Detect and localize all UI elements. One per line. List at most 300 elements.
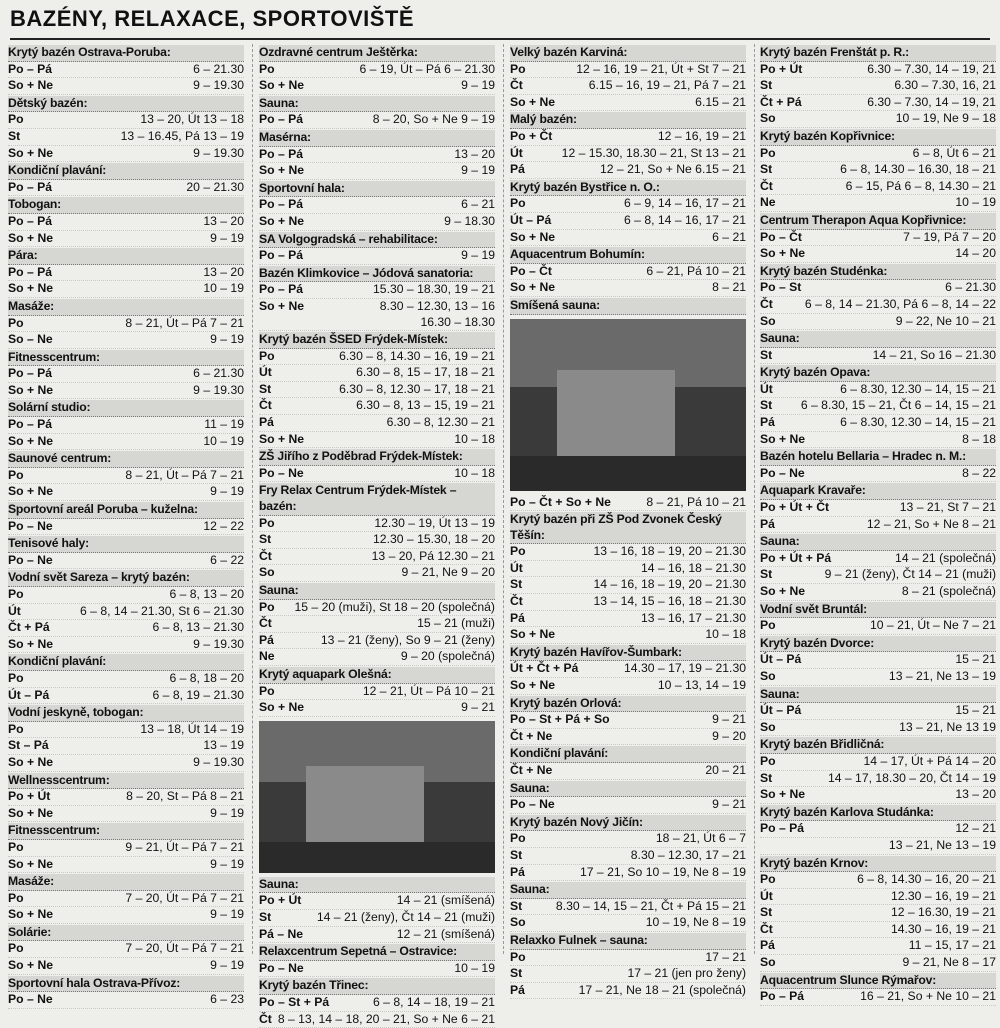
days-label: Po + Út + Pá — [760, 551, 835, 567]
hours-value: 9 – 21 — [614, 712, 746, 728]
days-label: So + Ne — [8, 434, 57, 450]
hours-value: 9 – 19 — [57, 484, 244, 500]
schedule-row — [760, 838, 996, 855]
schedule-row — [259, 684, 495, 701]
days-label: St — [760, 348, 776, 364]
hours-value: 6.30 – 8, 15 – 17, 18 – 21 — [276, 365, 495, 381]
schedule-row — [760, 466, 996, 483]
schedule-row — [510, 865, 746, 882]
hours-value: 6 – 8, 14.30 – 16.30, 18 – 21 — [776, 162, 996, 178]
schedule-row — [760, 989, 996, 1006]
schedule-row — [760, 111, 996, 128]
hours-value: 14.30 – 17, 19 – 21.30 — [582, 661, 746, 677]
days-label: Po + Út — [8, 789, 54, 805]
schedule-row — [259, 565, 495, 582]
schedule-row — [760, 754, 996, 771]
schedule-row — [760, 314, 996, 331]
hours-value: 6.30 – 8, 14.30 – 16, 19 – 21 — [279, 349, 495, 365]
days-label: Po — [8, 941, 28, 957]
schedule-row — [510, 78, 746, 95]
days-label: Pá – Ne — [259, 927, 307, 943]
days-label: St — [760, 398, 776, 414]
schedule-row — [510, 196, 746, 213]
hours-value: 9 – 19 — [308, 78, 495, 94]
schedule-row — [8, 434, 244, 451]
days-label: St — [259, 532, 275, 548]
hours-value: 8.30 – 12.30, 13 – 16 16.30 – 18.30 — [308, 299, 495, 330]
hours-value: 12 – 21 — [808, 821, 996, 837]
schedule-row — [8, 316, 244, 333]
schedule-row — [510, 62, 746, 79]
schedule-row — [259, 282, 495, 299]
days-label: So + Ne — [8, 78, 57, 94]
days-label: So + Ne — [259, 432, 308, 448]
schedule-row — [8, 214, 244, 231]
column-2 — [259, 44, 495, 956]
venue-title: Bazén Klimkovice – Jódová sanatoria: — [259, 266, 495, 283]
page-title: BAZÉNY, RELAXACE, SPORTOVIŠTĚ — [10, 4, 990, 34]
schedule-row — [510, 561, 746, 578]
hours-value: 8 – 20, St – Pá 8 – 21 — [54, 789, 244, 805]
hours-value: 14 – 20 — [809, 246, 996, 262]
venue-title: Krytý bazén Nový Jičín: — [510, 815, 746, 832]
schedule-row — [510, 95, 746, 112]
venue-title: Tenisové haly: — [8, 536, 244, 553]
hours-value: 9 – 21, Ne 9 – 20 — [279, 565, 495, 581]
venue-title: Krytý aquapark Olešná: — [259, 667, 495, 684]
days-label: Po — [259, 62, 279, 78]
hours-value: 15.30 – 18.30, 19 – 21 — [307, 282, 495, 298]
days-label: St — [760, 162, 776, 178]
hours-value: 9 – 19.30 — [57, 146, 244, 162]
days-label: Čt — [760, 922, 777, 938]
days-label: Pá — [510, 611, 529, 627]
days-label: Po — [760, 618, 780, 634]
hours-value: 6 – 8, 14 – 18, 19 – 21 — [333, 995, 495, 1011]
hours-value: 6 – 21.30 — [805, 280, 996, 296]
schedule-row — [510, 915, 746, 932]
schedule-row — [8, 519, 244, 536]
days-label: Út — [760, 889, 777, 905]
days-label: So + Ne — [510, 678, 559, 694]
venue-title: Krytý bazén Orlová: — [510, 696, 746, 713]
days-label: St — [510, 966, 526, 982]
days-label: Po – St + Pá — [259, 995, 333, 1011]
days-label: Po — [259, 516, 279, 532]
hours-value: 10 – 19 — [780, 195, 996, 211]
days-label: Po – Pá — [8, 417, 56, 433]
venue-title: Vodní jeskyně, tobogan: — [8, 705, 244, 722]
days-label: Po — [510, 950, 530, 966]
schedule-row — [760, 905, 996, 922]
days-label: Pá — [510, 983, 529, 999]
schedule-row — [8, 383, 244, 400]
hours-value: 13 – 21, St 7 – 21 — [833, 500, 996, 516]
days-label: So — [760, 314, 780, 330]
schedule-row — [760, 146, 996, 163]
venue-title: Krytý bazén ŠSED Frýdek-Místek: — [259, 332, 495, 349]
schedule-row — [8, 992, 244, 1009]
days-label: Pá — [259, 633, 278, 649]
schedule-row — [259, 549, 495, 566]
hours-value: 8 – 18 — [809, 432, 996, 448]
venue-title: Krytý bazén Havířov-Šumbark: — [510, 645, 746, 662]
days-label: Po – Pá — [259, 282, 307, 298]
days-label: So + Ne — [8, 281, 57, 297]
schedule-row — [510, 280, 746, 297]
venue-title: Sauna: — [760, 687, 996, 704]
schedule-row — [760, 162, 996, 179]
hours-value: 15 – 21 (muži) — [276, 616, 495, 632]
days-label: Po — [510, 544, 530, 560]
schedule-row — [8, 129, 244, 146]
days-label: Út — [510, 561, 527, 577]
days-label: Čt + Ne — [510, 763, 556, 779]
hours-value: 6 – 8.30, 15 – 21, Čt 6 – 14, 15 – 21 — [776, 398, 996, 414]
schedule-row — [8, 468, 244, 485]
schedule-row — [259, 112, 495, 129]
schedule-row — [760, 62, 996, 79]
schedule-row — [510, 848, 746, 865]
days-label: Po – Čt — [510, 264, 556, 280]
venue-title: Fry Relax Centrum Frýdek-Místek – bazén: — [259, 483, 495, 515]
schedule-row — [760, 500, 996, 517]
days-label: Po — [760, 146, 780, 162]
days-label: Po – Ne — [760, 466, 809, 482]
days-label: St — [259, 382, 275, 398]
days-label: Út – Pá — [760, 652, 805, 668]
days-label: Po – Ne — [8, 519, 57, 535]
hours-value: 8.30 – 14, 15 – 21, Čt + Pá 15 – 21 — [526, 899, 746, 915]
schedule-row — [259, 910, 495, 927]
hours-value: 6 – 23 — [57, 992, 244, 1008]
days-label: St — [760, 567, 776, 583]
venue-title: Velký bazén Karviná: — [510, 45, 746, 62]
hours-value: 9 – 19 — [307, 248, 495, 264]
hours-value: 20 – 21 — [556, 763, 746, 779]
schedule-row — [760, 179, 996, 196]
hours-value: 9 – 19 — [57, 907, 244, 923]
hours-value: 12 – 21, So + Ne 8 – 21 — [779, 517, 996, 533]
hours-value: 6 – 8.30, 12.30 – 14, 15 – 21 — [777, 382, 996, 398]
hours-value: 15 – 21 — [805, 703, 996, 719]
column-divider — [252, 44, 253, 954]
days-label: So + Ne — [8, 383, 57, 399]
venue-title: Krytý bazén Opava: — [760, 365, 996, 382]
hours-value: 13 – 20 — [56, 265, 244, 281]
schedule-row — [8, 366, 244, 383]
days-label: So + Ne — [8, 146, 57, 162]
days-label: Po – Pá — [8, 62, 56, 78]
venue-title: Solárie: — [8, 925, 244, 942]
hours-value: 14 – 17, Út + Pá 14 – 20 — [780, 754, 996, 770]
schedule-row — [8, 891, 244, 908]
schedule-row — [760, 922, 996, 939]
hours-value: 10 – 19 — [57, 434, 244, 450]
schedule-row — [760, 771, 996, 788]
hours-value: 6 – 8, 14 – 16, 17 – 21 — [555, 213, 746, 229]
schedule-row — [8, 146, 244, 163]
schedule-row — [259, 214, 495, 231]
hours-value: 6 – 21 — [559, 230, 746, 246]
days-label: St — [760, 905, 776, 921]
venue-title: Krytý bazén Dvorce: — [760, 636, 996, 653]
schedule-row — [760, 889, 996, 906]
hours-value: 8 – 21, Pá 10 – 21 — [615, 495, 746, 511]
schedule-row — [259, 299, 495, 331]
hours-value: 10 – 13, 14 – 19 — [559, 678, 746, 694]
days-label: Čt — [259, 616, 276, 632]
venue-title: Krytý bazén Bystřice n. O.: — [510, 180, 746, 197]
hours-value: 6.30 – 7.30, 16, 21 — [776, 78, 996, 94]
schedule-row — [760, 398, 996, 415]
schedule-row — [259, 415, 495, 432]
schedule-row — [760, 348, 996, 365]
schedule-row — [760, 517, 996, 534]
schedule-row — [760, 432, 996, 449]
hours-value: 9 – 19.30 — [57, 78, 244, 94]
hours-value: 9 – 18.30 — [308, 214, 495, 230]
hours-value: 8 – 21 (společná) — [809, 584, 996, 600]
venue-title: Solární studio: — [8, 400, 244, 417]
hours-value: 10 – 19 — [57, 281, 244, 297]
schedule-row — [259, 163, 495, 180]
days-label: St — [510, 577, 526, 593]
schedule-row — [259, 1012, 495, 1028]
days-label: Pá — [259, 415, 278, 431]
days-label: Po — [259, 600, 279, 616]
schedule-row — [8, 484, 244, 501]
days-label: Po + Út — [760, 62, 806, 78]
column-divider — [754, 44, 755, 954]
hours-value: 6 – 8, 18 – 20 — [28, 671, 244, 687]
schedule-row — [8, 738, 244, 755]
days-label: Po — [510, 831, 530, 847]
days-label: Pá — [510, 162, 529, 178]
schedule-row — [8, 604, 244, 621]
hours-value: 16 – 21, So + Ne 10 – 21 — [808, 989, 996, 1005]
venue-title: Masáže: — [8, 874, 244, 891]
days-label: Ne — [259, 649, 279, 665]
schedule-row — [510, 797, 746, 814]
days-label: Po – Ne — [510, 797, 559, 813]
schedule-row — [259, 78, 495, 95]
schedule-row — [8, 755, 244, 772]
hours-value: 9 – 19 — [57, 806, 244, 822]
hours-value: 13 – 16, 18 – 19, 20 – 21.30 — [530, 544, 746, 560]
schedule-row — [510, 627, 746, 644]
days-label: So + Ne — [510, 95, 559, 111]
schedule-row — [760, 652, 996, 669]
days-label: Po — [259, 684, 279, 700]
schedule-row — [8, 907, 244, 924]
venue-title: Sauna: — [259, 583, 495, 600]
hours-value: 6.15 – 16, 19 – 21, Pá 7 – 21 — [527, 78, 746, 94]
hours-value: 17 – 21, So 10 – 19, Ne 8 – 19 — [529, 865, 746, 881]
days-label: Po – St + Pá + So — [510, 712, 614, 728]
days-label: Po – Pá — [259, 147, 307, 163]
days-label: So + Ne — [510, 230, 559, 246]
schedule-row — [8, 637, 244, 654]
schedule-row — [760, 618, 996, 635]
days-label: Po – Pá — [8, 180, 56, 196]
days-label: So – Ne — [8, 332, 57, 348]
hours-value: 9 – 22, Ne 10 – 21 — [780, 314, 996, 330]
days-label: St — [510, 848, 526, 864]
days-label: Po + Út — [259, 893, 305, 909]
days-label: Út — [510, 146, 527, 162]
hours-value: 13 – 18, Út 14 – 19 — [28, 722, 244, 738]
venue-title: Krytý bazén Krnov: — [760, 856, 996, 873]
days-label: Po – Ne — [259, 961, 308, 977]
days-label: Čt — [510, 78, 527, 94]
venue-title: ZŠ Jiřího z Poděbrad Frýdek-Místek: — [259, 449, 495, 466]
schedule-row — [259, 633, 495, 650]
hours-value: 18 – 21, Út 6 – 7 — [530, 831, 746, 847]
hours-value: 6 – 21.30 — [56, 62, 244, 78]
page-header — [10, 4, 990, 40]
days-label: So + Ne — [510, 280, 559, 296]
schedule-row — [760, 669, 996, 686]
schedule-row — [510, 661, 746, 678]
schedule-row — [510, 577, 746, 594]
venue-title: Saunové centrum: — [8, 451, 244, 468]
days-label: Po – Ne — [259, 466, 308, 482]
hours-value: 8 – 21 — [559, 280, 746, 296]
days-label: So — [760, 720, 780, 736]
hours-value: 9 – 20 (společná) — [279, 649, 495, 665]
hours-value: 9 – 21 (ženy), Čt 14 – 21 (muži) — [776, 567, 996, 583]
hours-value: 10 – 21, Út – Ne 7 – 21 — [780, 618, 996, 634]
hours-value: 14 – 21 (smíšená) — [305, 893, 495, 909]
schedule-row — [510, 899, 746, 916]
venue-title: Sportovní areál Poruba – kuželna: — [8, 502, 244, 519]
schedule-row — [760, 95, 996, 112]
days-label: Po – Čt — [760, 230, 806, 246]
venue-title: Relaxko Fulnek – sauna: — [510, 933, 746, 950]
venue-title: Ozdravné centrum Ještěrka: — [259, 45, 495, 62]
pool-photo — [259, 721, 495, 873]
hours-value: 6.30 – 7.30, 14 – 19, 21 — [806, 95, 996, 111]
days-label: So — [259, 565, 279, 581]
hours-value: 9 – 19.30 — [57, 637, 244, 653]
hours-value: 13 – 21, Ne 13 19 — [780, 720, 996, 736]
schedule-row — [8, 417, 244, 434]
days-label: So + Ne — [8, 231, 57, 247]
venue-title: Kondiční plavání: — [8, 163, 244, 180]
days-label: Po — [510, 196, 530, 212]
schedule-row — [760, 703, 996, 720]
schedule-row — [760, 78, 996, 95]
days-label: Po – Pá — [760, 821, 808, 837]
venue-title: Krytý bazén Břidličná: — [760, 737, 996, 754]
schedule-row — [760, 297, 996, 314]
schedule-row — [259, 532, 495, 549]
days-label: Po — [8, 316, 28, 332]
hours-value: 7 – 19, Pá 7 – 20 — [806, 230, 996, 246]
hours-value: 9 – 20 — [556, 729, 746, 745]
days-label: So + Ne — [8, 484, 57, 500]
days-label: Ne — [760, 195, 780, 211]
hours-value: 6 – 19, Út – Pá 6 – 21.30 — [279, 62, 495, 78]
hours-value: 12 – 16, 19 – 21 — [556, 129, 746, 145]
days-label: Po – St — [760, 280, 805, 296]
venue-title: Kondiční plavání: — [510, 746, 746, 763]
hours-value: 9 – 19.30 — [57, 383, 244, 399]
schedule-row — [259, 62, 495, 79]
schedule-row — [510, 213, 746, 230]
schedule-row — [760, 938, 996, 955]
venue-title: Sportovní hala Ostrava-Přívoz: — [8, 976, 244, 993]
column-divider — [503, 44, 504, 954]
days-label: So + Ne — [8, 857, 57, 873]
days-label: Po — [8, 112, 28, 128]
hours-value: 12 – 21 (smíšená) — [307, 927, 495, 943]
hours-value: 6 – 8, 14.30 – 16, 20 – 21 — [780, 872, 996, 888]
schedule-row — [510, 950, 746, 967]
hours-value: 8 – 20, So + Ne 9 – 19 — [307, 112, 495, 128]
hours-value: 10 – 18 — [308, 432, 495, 448]
schedule-row — [760, 787, 996, 804]
schedule-row — [259, 248, 495, 265]
days-label: Út — [259, 365, 276, 381]
venue-title: Smíšená sauna: — [510, 298, 746, 315]
days-label: Pá — [760, 517, 779, 533]
days-label: Po – Pá — [8, 214, 56, 230]
schedule-row — [8, 180, 244, 197]
days-label: Út – Pá — [510, 213, 555, 229]
days-label: St — [760, 771, 776, 787]
schedule-row — [8, 332, 244, 349]
schedule-row — [8, 553, 244, 570]
schedule-row — [510, 264, 746, 281]
schedule-row — [259, 893, 495, 910]
hours-value: 13 – 20, Út 13 – 18 — [28, 112, 244, 128]
hours-value: 10 – 19, Ne 9 – 18 — [780, 111, 996, 127]
schedule-row — [8, 671, 244, 688]
hours-value: 13 – 19 — [53, 738, 244, 754]
days-label: Čt — [510, 594, 527, 610]
schedule-row — [760, 584, 996, 601]
schedule-row — [760, 821, 996, 838]
schedule-row — [760, 551, 996, 568]
hours-value: 6 – 21 — [307, 197, 495, 213]
hours-value: 12 – 22 — [57, 519, 244, 535]
hours-value: 6 – 22 — [57, 553, 244, 569]
schedule-row — [760, 415, 996, 432]
schedule-row — [8, 265, 244, 282]
days-label: Po – Pá — [259, 197, 307, 213]
schedule-row — [8, 722, 244, 739]
hours-value: 9 – 21 — [308, 700, 495, 716]
hours-value: 6.15 – 21 — [559, 95, 746, 111]
schedule-row — [760, 382, 996, 399]
schedule-row — [510, 162, 746, 179]
venue-title: Krytý bazén Studénka: — [760, 264, 996, 281]
days-label: Po – Čt + So + Ne — [510, 495, 615, 511]
venue-title: Sauna: — [259, 96, 495, 113]
venue-title: Relaxcentrum Sepetná – Ostravice: — [259, 944, 495, 961]
hours-value: 20 – 21.30 — [56, 180, 244, 196]
column-4 — [760, 44, 996, 956]
hours-value: 9 – 19.30 — [57, 755, 244, 771]
schedule-row — [760, 246, 996, 263]
hours-value: 13 – 16.45, Pá 13 – 19 — [24, 129, 244, 145]
schedule-row — [259, 616, 495, 633]
days-label: So + Ne — [8, 806, 57, 822]
hours-value: 13 – 16, 17 – 21.30 — [529, 611, 746, 627]
hours-value: 10 – 19, Ne 8 – 19 — [530, 915, 746, 931]
